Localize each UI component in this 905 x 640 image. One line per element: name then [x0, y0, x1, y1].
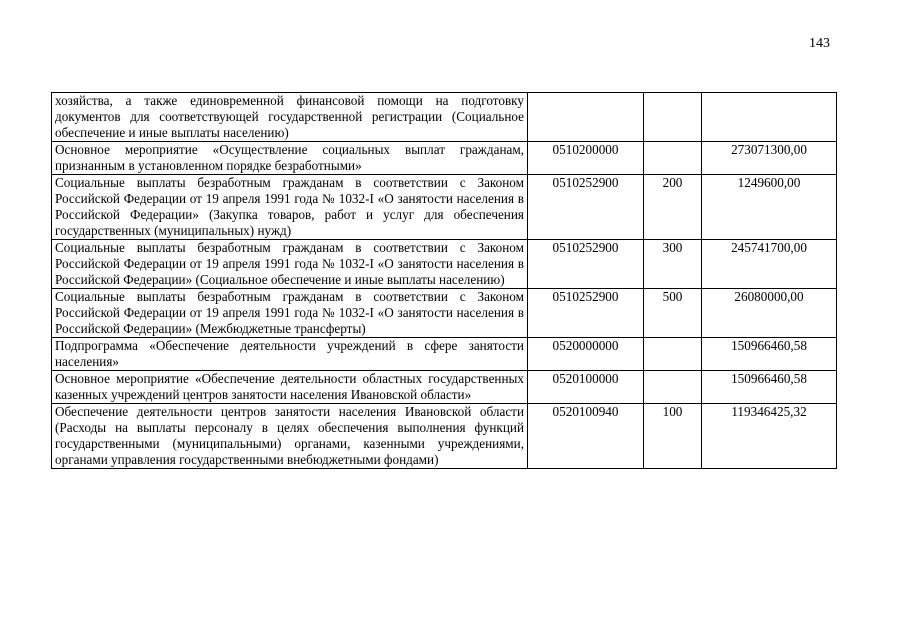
amount-cell: 119346425,32 [702, 404, 837, 469]
expense-name-cell: Основное мероприятие «Обеспечение деятельности областных государственных казенных учреждений центров занятости населения Ивановской области» [52, 371, 528, 404]
amount-cell: 150966460,58 [702, 371, 837, 404]
expense-type-cell [644, 142, 702, 175]
table-row [52, 93, 837, 142]
amount-cell: 1249600,00 [702, 175, 837, 240]
budget-table [51, 92, 837, 469]
amount-cell: 150966460,58 [702, 338, 837, 371]
target-code-cell: 0510252900 [528, 175, 644, 240]
target-code-cell: 0520100940 [528, 404, 644, 469]
amount-cell: 245741700,00 [702, 240, 837, 289]
expense-name-cell: Обеспечение деятельности центров занятости населения Ивановской области (Расходы на выплаты персоналу в целях обеспечения выполнения функций государственными (муниципальными) органами, казенными учреждениями, органами управления государственными внебюджетными фондами) [52, 404, 528, 469]
expense-name-cell: Социальные выплаты безработным гражданам в соответствии с Законом Российской Федерации от 19 апреля 1991 года № 1032-I «О занятости населения в Российской Федерации» (Межбюджетные трансферты) [52, 289, 528, 338]
amount-cell: 273071300,00 [702, 142, 837, 175]
target-code-cell [528, 93, 644, 142]
amount-cell [702, 93, 837, 142]
target-code-cell: 0510252900 [528, 289, 644, 338]
expense-type-cell: 100 [644, 404, 702, 469]
target-code-cell: 0520000000 [528, 338, 644, 371]
expense-type-cell [644, 338, 702, 371]
table-row [52, 142, 837, 175]
expense-type-cell: 200 [644, 175, 702, 240]
target-code-cell: 0510200000 [528, 142, 644, 175]
table-row [52, 404, 837, 469]
expense-type-cell: 500 [644, 289, 702, 338]
table-row [52, 289, 837, 338]
expense-name-cell: Основное мероприятие «Осуществление социальных выплат гражданам, признанным в установленном порядке безработными» [52, 142, 528, 175]
table-row [52, 240, 837, 289]
page-number: 143 [809, 36, 830, 51]
expense-name-cell: Подпрограмма «Обеспечение деятельности учреждений в сфере занятости населения» [52, 338, 528, 371]
expense-type-cell [644, 93, 702, 142]
table-row [52, 338, 837, 371]
expense-name-cell: Социальные выплаты безработным гражданам в соответствии с Законом Российской Федерации от 19 апреля 1991 года № 1032-I «О занятости населения в Российской Федерации» (Закупка товаров, работ и услуг для обеспечения государственных (муниципальных) нужд) [52, 175, 528, 240]
expense-type-cell: 300 [644, 240, 702, 289]
amount-cell: 26080000,00 [702, 289, 837, 338]
expense-name-cell: хозяйства, а также единовременной финансовой помощи на подготовку документов для соответствующей государственной регистрации (Социальное обеспечение и иные выплаты населению) [52, 93, 528, 142]
table-row [52, 371, 837, 404]
expense-type-cell [644, 371, 702, 404]
target-code-cell: 0520100000 [528, 371, 644, 404]
target-code-cell: 0510252900 [528, 240, 644, 289]
table-row [52, 175, 837, 240]
expense-name-cell: Социальные выплаты безработным гражданам в соответствии с Законом Российской Федерации от 19 апреля 1991 года № 1032-I «О занятости населения в Российской Федерации» (Социальное обеспечение и иные выплаты населению) [52, 240, 528, 289]
